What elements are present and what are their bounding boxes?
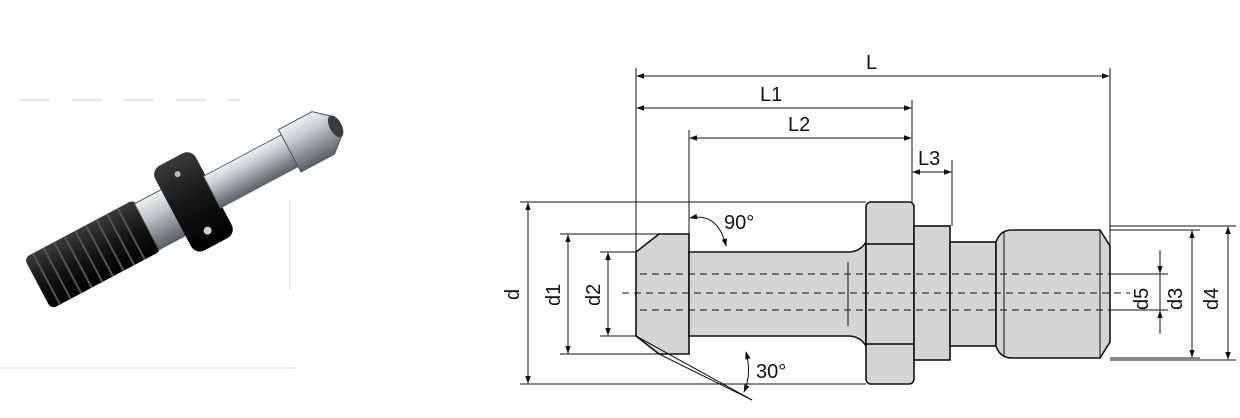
label-d2: d2 — [583, 283, 605, 306]
label-d1: d1 — [543, 283, 565, 306]
label-L3: L3 — [918, 148, 941, 170]
label-d3: d3 — [1165, 287, 1187, 310]
label-d4: d4 — [1201, 287, 1223, 310]
label-L1: L1 — [760, 84, 783, 106]
label-d5: d5 — [1131, 287, 1153, 310]
label-angle-30: 30° — [756, 361, 787, 383]
label-L2: L2 — [788, 114, 811, 136]
angle-arc-30 — [744, 352, 749, 392]
angle-arc-90 — [690, 217, 726, 246]
label-angle-90: 90° — [724, 212, 755, 234]
label-d: d — [502, 288, 524, 300]
label-L: L — [866, 52, 878, 74]
pull-stud-outline — [622, 202, 1130, 384]
